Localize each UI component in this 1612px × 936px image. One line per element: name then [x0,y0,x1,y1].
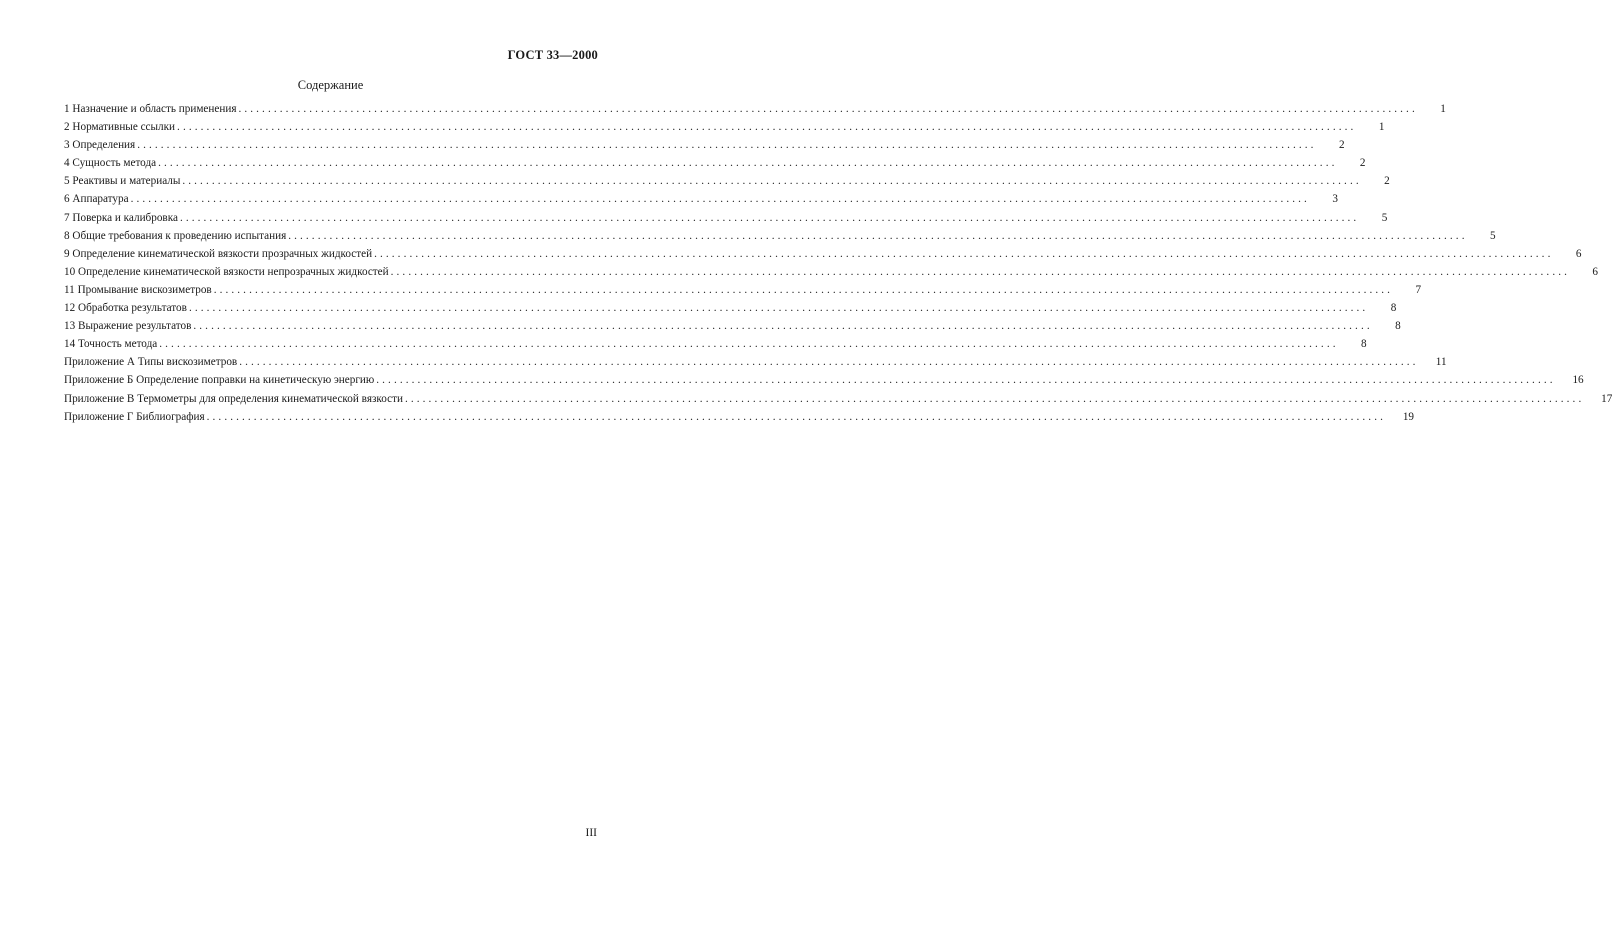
toc-entry-page: 6 [1592,265,1599,278]
toc-entry-page: 6 [1575,247,1582,260]
toc-entry[interactable] [64,374,1584,392]
toc-leader-dots: ........................................................................................................................................................................................................ [158,157,1338,170]
toc-leader-dots: ........................................................................................................................................................................................................ [206,410,1386,423]
toc-entry[interactable] [64,283,1422,302]
toc-entry[interactable] [64,338,1367,356]
toc-entry-label: 5 Реактивы и материалы [64,175,181,188]
toc-entry-label: 12 Обработка результатов [64,302,187,315]
toc-entry-label: 9 Определение кинематической вязкости прозрачных жидкостей [64,247,373,260]
toc-entry-label: 13 Выражение результатов [64,320,192,333]
toc-entry-page: 16 [1572,374,1584,387]
toc-entry-page: 3 [1332,193,1338,206]
toc-title: Содержание [297,78,364,92]
toc-leader-dots: ........................................................................................................................................................................................................ [137,139,1317,152]
toc-entry-page: 1 [1378,121,1385,134]
toc-entry-page: 2 [1359,157,1366,170]
toc-entry-page: 19 [1402,410,1414,423]
toc-entry-label: Приложение В Термометры для определения кинематической вязкости [64,392,403,405]
toc-entry-page: 1 [1440,103,1446,115]
toc-entry-page: 5 [1490,229,1496,242]
toc-entry[interactable] [64,410,1414,429]
toc-leader-dots: ........................................................................................................................................................................................................ [179,211,1360,224]
toc-entry-label: 6 Аппаратура [64,193,129,206]
toc-entry-page: 8 [1395,320,1401,333]
toc-entry-label: 11 Промывание вискозиметров [64,283,212,296]
toc-leader-dots: ........................................................................................................................................................................................................ [177,121,1357,134]
toc-entry-page: 7 [1415,283,1422,296]
toc-entry-page: 5 [1381,211,1388,224]
toc-entry[interactable] [64,229,1496,248]
toc-leader-dots: ........................................................................................................................................................................................................ [376,374,1556,387]
toc-leader-dots: ........................................................................................................................................................................................................ [193,320,1373,333]
toc-entry-page: 8 [1390,302,1397,315]
toc-entry-label: 14 Точность метода [64,338,158,351]
toc-entry[interactable] [64,193,1338,211]
toc-leader-dots: ........................................................................................................................................................................................................ [238,103,1418,115]
toc-entry[interactable] [64,356,1447,374]
toc-leader-dots: ........................................................................................................................................................................................................ [288,229,1468,242]
toc-entry[interactable] [64,265,1599,284]
toc-entry-page: 2 [1338,139,1345,152]
toc-entry[interactable] [64,121,1385,139]
table-of-contents [64,103,1612,429]
toc-leader-dots: ........................................................................................................................................................................................................ [239,356,1419,369]
toc-entry-label: Приложение А Типы вискозиметров [64,356,238,369]
toc-entry-label: 1 Назначение и область применения [64,103,237,115]
toc-entry[interactable] [64,103,1446,121]
toc-entry[interactable] [64,211,1388,230]
toc-entry-page: 2 [1384,175,1390,188]
toc-entry-label: 10 Определение кинематической вязкости непрозрачных жидкостей [64,265,389,278]
toc-leader-dots: ........................................................................................................................................................................................................ [213,283,1394,296]
toc-entry[interactable] [64,392,1612,411]
toc-entry-page: 8 [1361,338,1367,351]
toc-entry[interactable] [64,139,1345,157]
toc-leader-dots: ........................................................................................................................................................................................................ [159,338,1339,351]
toc-entry-label: 2 Нормативные ссылки [64,121,176,134]
toc-entry[interactable] [64,175,1390,193]
toc-entry-label: 4 Сущность метода [64,157,157,170]
toc-leader-dots: ........................................................................................................................................................................................................ [390,265,1571,278]
toc-leader-dots: ........................................................................................................................................................................................................ [188,302,1369,315]
toc-entry[interactable] [64,302,1397,320]
toc-entry-label: Приложение Б Определение поправки на кинетическую энергию [64,374,375,387]
toc-entry-label: 3 Определения [64,139,136,152]
toc-entry-label: 7 Поверка и калибровка [64,211,178,224]
toc-leader-dots: ........................................................................................................................................................................................................ [374,247,1554,260]
toc-leader-dots: ........................................................................................................................................................................................................ [404,392,1585,405]
page-number: III [585,827,597,839]
toc-entry-label: 8 Общие требования к проведению испытания [64,229,287,242]
toc-entry-page: 17 [1601,392,1612,405]
toc-leader-dots: ........................................................................................................................................................................................................ [182,175,1362,188]
toc-entry[interactable] [64,157,1366,175]
toc-entry-label: Приложение Г Библиография [64,410,205,423]
toc-entry-page: 11 [1435,356,1447,369]
toc-leader-dots: ........................................................................................................................................................................................................ [130,193,1310,206]
toc-entry[interactable] [64,247,1582,266]
document-code: ГОСТ 33—2000 [507,48,598,62]
toc-entry[interactable] [64,320,1401,338]
